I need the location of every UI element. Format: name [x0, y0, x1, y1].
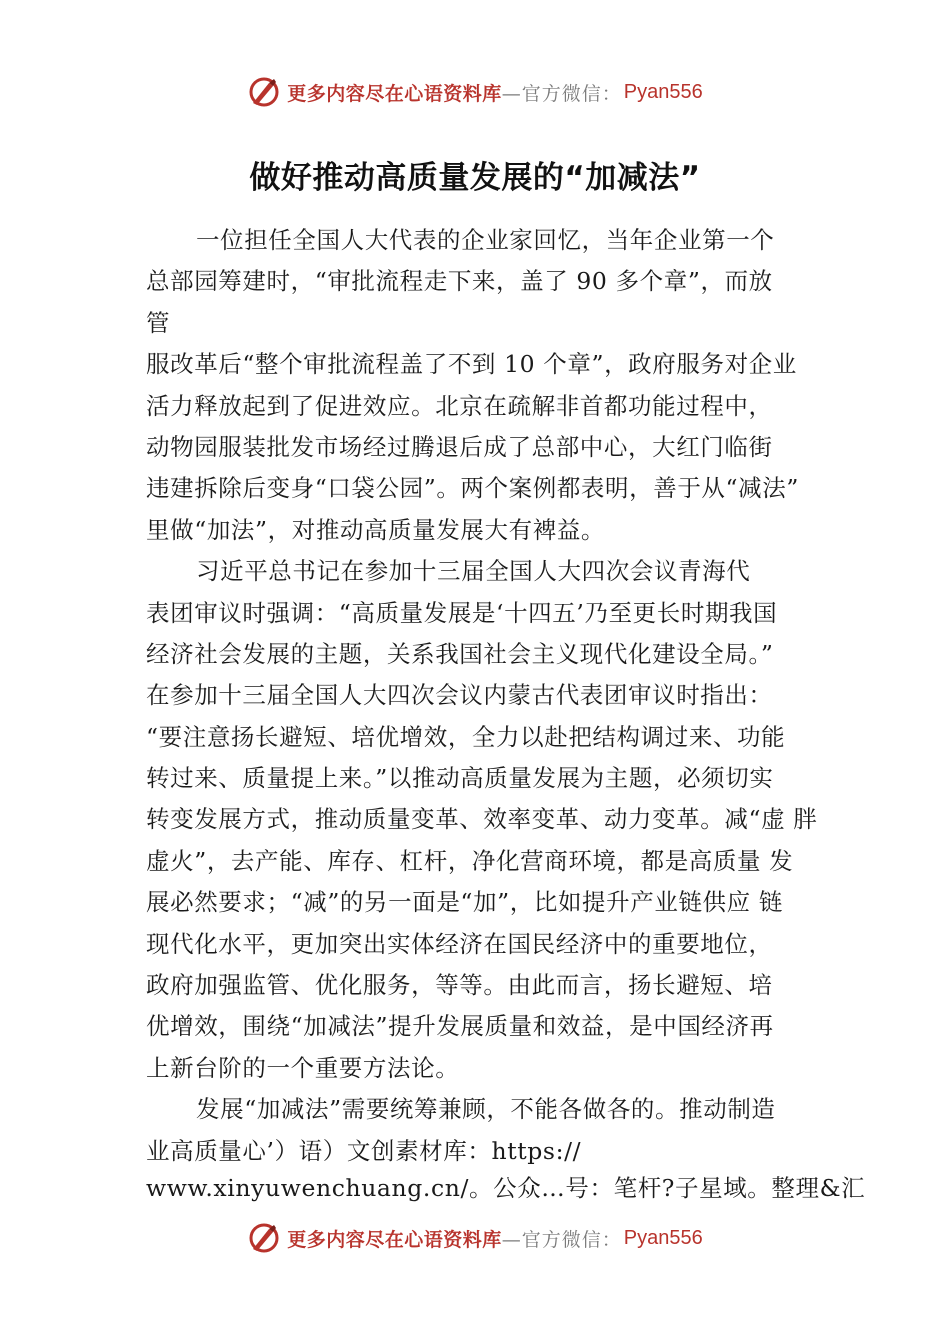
text-line: 发展“加减法”需要统筹兼顾，不能各做各的。推动制造: [196, 1095, 776, 1124]
text-line: 上新台阶的一个重要方法论。: [146, 1053, 460, 1082]
pen-logo-icon: [247, 1221, 281, 1255]
text-line: 一位担任全国人大代表的企业家回忆，当年企业第一个: [196, 226, 775, 254]
banner-main-text: 更多内容尽在心语资料库: [287, 1228, 502, 1251]
banner-separator-text: —官方微信：: [501, 1228, 622, 1251]
text-line: 服改革后“整个审批流程盖了不到 10 个章”，政府服务对企业: [146, 350, 797, 379]
text-line: “要注意扬长避短、培优增效，全力以赴把结构调过来、功能: [146, 722, 786, 751]
text-line: 违建拆除后变身“口袋公园”。两个案例都表明，善于从“减法”: [146, 474, 799, 503]
text-line: 展必然要求；“减”的另一面是“加”，比如提升产业链供应 链: [146, 888, 783, 917]
text-line: 虚火”，去产能、库存、杠杆，净化营商环境，都是高质量 发: [146, 846, 794, 875]
text-line: 现代化水平，更加突出实体经济在国民经济中的重要地位，: [146, 929, 773, 958]
text-line: 里做“加法”，对推动高质量发展大有裨益。: [146, 515, 606, 544]
text-line: 管: [146, 308, 171, 337]
banner-wechat-id: Pyan556: [623, 1226, 703, 1249]
text-line: 表团审议时强调：“高质量发展是‘十四五’乃至更长时期我国: [146, 598, 778, 627]
pen-logo-icon: [247, 75, 281, 109]
footer-banner: [0, 1218, 950, 1258]
text-line: 活力释放起到了促进效应。北京在疏解非首都功能过程中，: [146, 391, 773, 420]
text-line: 政府加强监管、优化服务，等等。由此而言，扬长避短、培: [146, 971, 773, 1000]
text-line: 总部园筹建时，“审批流程走下来，盖了 90 多个章”，而放: [146, 267, 773, 296]
header-banner: [0, 72, 950, 112]
text-line: 业高质量心’）语）文创素材库：https://: [146, 1136, 582, 1165]
article-title: 做好推动高质量发展的“加减法”: [249, 160, 701, 196]
text-line: 转过来、质量提上来。”以推动高质量发展为主题，必须切实: [146, 764, 774, 793]
banner-separator-text: —官方微信：: [501, 82, 622, 105]
text-line: 动物园服装批发市场经过腾退后成了总部中心，大红门临街: [146, 432, 773, 461]
banner-wechat-id: Pyan556: [623, 80, 703, 103]
text-line: 经济社会发展的主题，关系我国社会主义现代化建设全局。”: [146, 639, 774, 668]
text-line: 转变发展方式，推动质量变革、效率变革、动力变革。减“虚 胖: [146, 805, 818, 834]
text-line: 在参加十三届全国人大四次会议内蒙古代表团审议时指出：: [146, 681, 773, 710]
text-line: 优增效，围绕“加减法”提升发展质量和效益，是中国经济再: [146, 1012, 774, 1041]
article-body: [146, 220, 866, 1204]
banner-main-text: 更多内容尽在心语资料库: [287, 82, 502, 105]
text-line: 习近平总书记在参加十三届全国人大四次会议青海代: [196, 557, 751, 586]
text-line: www.xinyuwenchuang.cn/。公众…号：笔杆?子星域。整理&汇: [146, 1173, 866, 1202]
